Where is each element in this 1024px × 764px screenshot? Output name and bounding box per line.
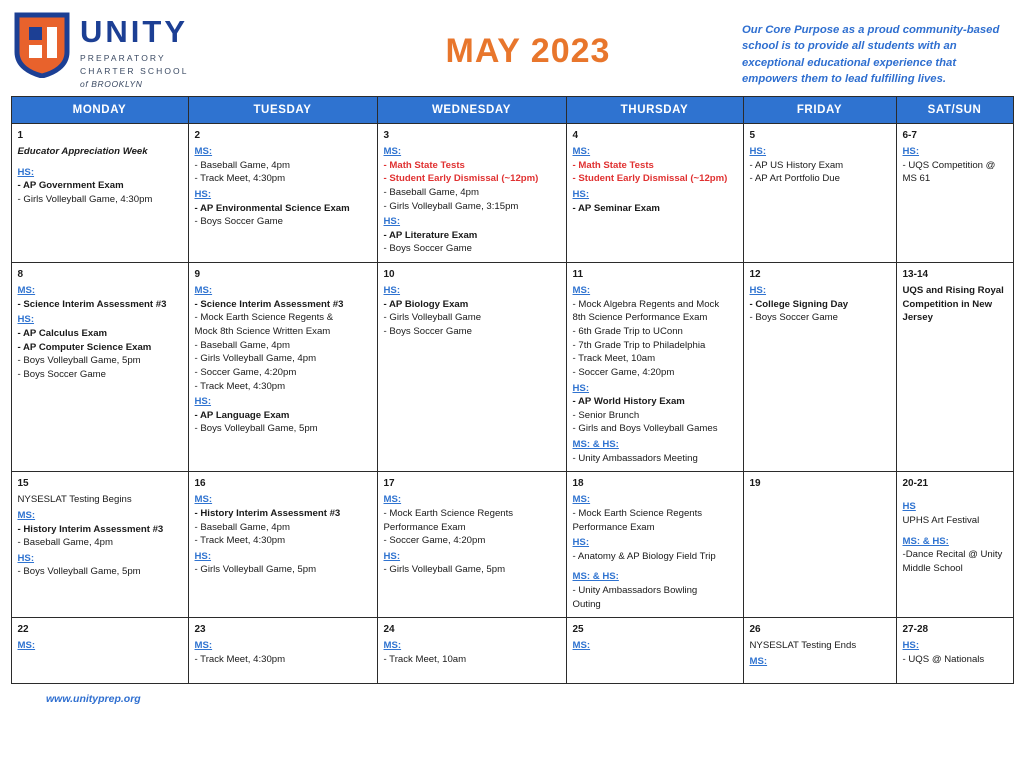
- calendar-day-cell[interactable]: [11, 124, 188, 263]
- page-title: MAY 2023: [445, 32, 611, 70]
- event-item: - Girls Volleyball Game, 5pm: [194, 564, 317, 576]
- event-item: 8th Science Performance Exam: [572, 312, 708, 324]
- calendar-day-cell[interactable]: [743, 472, 896, 618]
- event-item: - Baseball Game, 4pm: [194, 339, 290, 351]
- calendar-body: [11, 124, 1013, 684]
- event-item: - AP Environmental Science Exam: [194, 202, 350, 214]
- calendar-day-cell[interactable]: [188, 472, 377, 618]
- program-tag: MS:: [194, 146, 213, 158]
- calendar-day-cell[interactable]: [11, 263, 188, 472]
- event-item: - Boys Soccer Game: [194, 216, 284, 228]
- event-item: - AP Language Exam: [194, 409, 290, 421]
- program-tag: MS:: [194, 640, 213, 652]
- program-tag: HS: [902, 501, 916, 513]
- program-tag: HS:: [572, 382, 590, 394]
- logo-wordmark: [80, 12, 189, 92]
- event-item: - Baseball Game, 4pm: [383, 187, 479, 199]
- event-item: - Track Meet, 10am: [383, 654, 467, 666]
- event-item: - Student Early Dismissal (~12pm): [572, 173, 728, 185]
- logo-line-1: PREPARATORY: [80, 53, 166, 63]
- event-item: - AP Literature Exam: [383, 229, 478, 241]
- day-number: 22: [17, 624, 29, 636]
- day-note: UPHS Art Festival: [902, 514, 980, 526]
- calendar-day-cell[interactable]: [377, 263, 566, 472]
- calendar-week-row: [11, 618, 1013, 684]
- event-item: - Mock Earth Science Regents &: [194, 312, 334, 324]
- column-header-wednesday: WEDNESDAY: [377, 97, 566, 124]
- calendar-day-cell[interactable]: [188, 618, 377, 684]
- event-item: - Unity Ambassadors Meeting: [572, 452, 698, 464]
- program-tag: HS:: [383, 285, 401, 297]
- program-tag: HS:: [902, 640, 920, 652]
- event-item: - Boys Soccer Game: [383, 243, 473, 255]
- event-item: -Dance Recital @ Unity Middle School: [902, 549, 1003, 574]
- program-tag: MS:: [383, 494, 402, 506]
- school-logo: [14, 12, 314, 92]
- event-item: - Girls Volleyball Game, 4pm: [194, 353, 317, 365]
- event-item: - History Interim Assessment #3: [194, 507, 341, 519]
- page-header: [0, 0, 1024, 96]
- day-number: 27-28: [902, 624, 929, 636]
- event-item: - AP Computer Science Exam: [17, 341, 152, 353]
- event-item: - Track Meet, 4:30pm: [194, 535, 286, 547]
- day-number: 5: [749, 130, 756, 141]
- calendar-day-cell[interactable]: [896, 618, 1013, 684]
- event-item: - UQS @ Nationals: [902, 654, 985, 666]
- day-number: 16: [194, 478, 206, 490]
- day-number: 20-21: [902, 478, 929, 490]
- calendar-day-cell[interactable]: [566, 472, 743, 618]
- event-item: - Track Meet, 4:30pm: [194, 380, 286, 392]
- event-item: - Soccer Game, 4:20pm: [194, 366, 297, 378]
- program-tag: MS:: [383, 640, 402, 652]
- calendar-day-cell[interactable]: [566, 618, 743, 684]
- day-number: 17: [383, 478, 395, 490]
- event-item: - AP Government Exam: [17, 180, 124, 192]
- program-tag: MS:: [17, 285, 36, 297]
- day-number: 2: [194, 130, 201, 141]
- event-item: - Girls Volleyball Game, 3:15pm: [383, 200, 519, 212]
- program-tag: HS:: [194, 189, 212, 201]
- day-number: 3: [383, 130, 390, 141]
- day-number: 10: [383, 269, 395, 281]
- page-footer: [0, 693, 1024, 705]
- calendar-day-cell[interactable]: [566, 263, 743, 472]
- program-tag: HS:: [383, 550, 401, 562]
- column-header-tuesday: TUESDAY: [188, 97, 377, 124]
- program-tag: HS:: [749, 146, 767, 158]
- program-tag: HS:: [749, 285, 767, 297]
- calendar-day-cell[interactable]: [896, 124, 1013, 263]
- day-number: 12: [749, 269, 761, 281]
- logo-line-2: CHARTER SCHOOL: [80, 66, 189, 77]
- cell-spacer: [18, 159, 182, 164]
- calendar-day-cell[interactable]: [188, 124, 377, 263]
- calendar-day-cell[interactable]: [377, 472, 566, 618]
- program-tag: HS:: [572, 537, 590, 549]
- day-number: 4: [572, 130, 579, 141]
- event-item: - History Interim Assessment #3: [17, 523, 164, 535]
- column-header-monday: MONDAY: [11, 97, 188, 124]
- event-item: - Girls Volleyball Game, 5pm: [383, 564, 506, 576]
- program-tag: MS: & HS:: [572, 571, 619, 583]
- calendar-week-row: [11, 124, 1013, 263]
- calendar-day-cell[interactable]: [896, 263, 1013, 472]
- day-number: 18: [572, 478, 584, 490]
- event-item: - Unity Ambassadors Bowling: [572, 585, 698, 597]
- column-header-friday: FRIDAY: [743, 97, 896, 124]
- calendar-day-cell[interactable]: [896, 472, 1013, 618]
- event-item: - Boys Volleyball Game, 5pm: [194, 423, 318, 435]
- calendar-day-cell[interactable]: [566, 124, 743, 263]
- event-item: - College Signing Day: [749, 298, 849, 310]
- program-tag: MS:: [194, 285, 213, 297]
- column-header-thursday: THURSDAY: [566, 97, 743, 124]
- event-item: - Boys Soccer Game: [17, 368, 107, 380]
- event-item: - Mock Algebra Regents and Mock: [572, 298, 720, 310]
- event-item: Performance Exam: [572, 521, 655, 533]
- day-note: NYSESLAT Testing Ends: [749, 640, 857, 652]
- day-number: 26: [749, 624, 761, 636]
- program-tag: MS: & HS:: [902, 535, 949, 547]
- event-item: - UQS Competition @ MS 61: [902, 159, 996, 185]
- program-tag: MS:: [17, 509, 36, 521]
- program-tag: MS:: [572, 285, 591, 297]
- event-item: - Boys Soccer Game: [749, 312, 839, 324]
- event-item: - Boys Volleyball Game, 5pm: [17, 355, 141, 367]
- column-header-satsun: SAT/SUN: [896, 97, 1013, 124]
- event-item: - Track Meet, 4:30pm: [194, 173, 286, 185]
- calendar-day-cell[interactable]: [11, 618, 188, 684]
- program-tag: HS:: [17, 166, 35, 178]
- day-number: 23: [194, 624, 206, 636]
- event-item: - AP Seminar Exam: [572, 202, 660, 214]
- program-tag: MS:: [572, 494, 591, 506]
- program-tag: MS:: [17, 640, 36, 652]
- day-number: 9: [194, 269, 201, 281]
- event-item: - Math State Tests: [572, 159, 654, 171]
- event-item: - Soccer Game, 4:20pm: [383, 535, 486, 547]
- website-link[interactable]: www.unityprep.org: [46, 693, 141, 706]
- day-number: 11: [572, 269, 584, 281]
- day-number: 13-14: [902, 269, 929, 281]
- month-calendar: [11, 96, 1014, 684]
- event-item: Performance Exam: [383, 521, 466, 533]
- event-item: Mock 8th Science Written Exam: [194, 326, 331, 338]
- program-tag: MS:: [749, 656, 768, 668]
- event-item: - Soccer Game, 4:20pm: [572, 366, 675, 378]
- event-item: - Student Early Dismissal (~12pm): [383, 173, 539, 185]
- event-item: - Girls Volleyball Game, 4:30pm: [17, 194, 153, 206]
- day-number: 8: [17, 269, 24, 281]
- calendar-day-cell[interactable]: [743, 124, 896, 263]
- core-purpose-statement: Our Core Purpose as a proud community-based school is to provide all students with an exceptional educational experience that empowers them to lead fulfilling lives.: [742, 24, 1000, 86]
- program-tag: HS:: [17, 314, 35, 326]
- calendar-header-row: [11, 97, 1013, 124]
- program-tag: HS:: [17, 552, 35, 564]
- event-item: - Science Interim Assessment #3: [17, 298, 167, 310]
- day-note: Educator Appreciation Week: [17, 146, 148, 158]
- program-tag: MS:: [194, 494, 213, 506]
- calendar-week-row: [11, 263, 1013, 472]
- day-note: NYSESLAT Testing Begins: [17, 494, 132, 506]
- event-item: - AP US History Exam: [749, 159, 844, 171]
- logo-name: UNITY: [80, 14, 188, 49]
- event-item: - Track Meet, 4:30pm: [194, 654, 286, 666]
- event-item: Outing: [572, 598, 601, 610]
- event-item: - AP Calculus Exam: [17, 328, 108, 340]
- day-number: 24: [383, 624, 395, 636]
- calendar-day-cell[interactable]: [188, 263, 377, 472]
- event-item: - Mock Earth Science Regents: [572, 507, 703, 519]
- event-item: - Mock Earth Science Regents: [383, 507, 514, 519]
- event-item: - Girls and Boys Volleyball Games: [572, 423, 718, 435]
- program-tag: MS: & HS:: [572, 438, 619, 450]
- program-tag: MS:: [572, 640, 591, 652]
- day-number: 15: [17, 478, 29, 490]
- cell-spacer: [903, 493, 1007, 498]
- event-item: - 7th Grade Trip to Philadelphia: [572, 339, 706, 351]
- event-item: - Boys Volleyball Game, 5pm: [17, 566, 141, 578]
- event-item: - Anatomy & AP Biology Field Trip: [572, 550, 716, 562]
- event-item: - Track Meet, 10am: [572, 353, 656, 365]
- day-number: 1: [17, 130, 24, 141]
- event-item: - Science Interim Assessment #3: [194, 298, 344, 310]
- calendar-day-cell[interactable]: [743, 618, 896, 684]
- program-tag: MS:: [383, 146, 402, 158]
- logo-subtitle: [80, 52, 189, 92]
- event-item: - Senior Brunch: [572, 409, 640, 421]
- program-tag: HS:: [194, 396, 212, 408]
- cell-spacer: [573, 563, 737, 568]
- program-tag: HS:: [572, 189, 590, 201]
- calendar-day-cell[interactable]: [743, 263, 896, 472]
- calendar-day-cell[interactable]: [377, 124, 566, 263]
- event-item: - 6th Grade Trip to UConn: [572, 326, 683, 338]
- calendar-day-cell[interactable]: [11, 472, 188, 618]
- event-item: - Girls Volleyball Game: [383, 312, 482, 324]
- program-tag: HS:: [194, 550, 212, 562]
- calendar-day-cell[interactable]: [377, 618, 566, 684]
- event-item: - Baseball Game, 4pm: [194, 521, 290, 533]
- day-number: 25: [572, 624, 584, 636]
- program-tag: HS:: [902, 146, 920, 158]
- day-number: 6-7: [902, 130, 917, 141]
- program-tag: HS:: [383, 216, 401, 228]
- cell-spacer: [903, 528, 1007, 533]
- program-tag: MS:: [572, 146, 591, 158]
- event-item: - AP Biology Exam: [383, 298, 469, 310]
- title-area: [314, 12, 742, 71]
- event-item: - AP World History Exam: [572, 396, 685, 408]
- event-item: - Boys Soccer Game: [383, 326, 473, 338]
- event-item: - AP Art Portfolio Due: [749, 173, 840, 185]
- event-item: - Math State Tests: [383, 159, 465, 171]
- day-number: 19: [749, 478, 761, 490]
- day-note: UQS and Rising Royal Competition in New Jersey: [902, 285, 1004, 324]
- event-item: - Baseball Game, 4pm: [17, 537, 113, 549]
- event-item: - Baseball Game, 4pm: [194, 159, 290, 171]
- shield-logo-icon: [14, 12, 70, 78]
- calendar-week-row: [11, 472, 1013, 618]
- logo-line-3: of BROOKLYN: [80, 79, 143, 90]
